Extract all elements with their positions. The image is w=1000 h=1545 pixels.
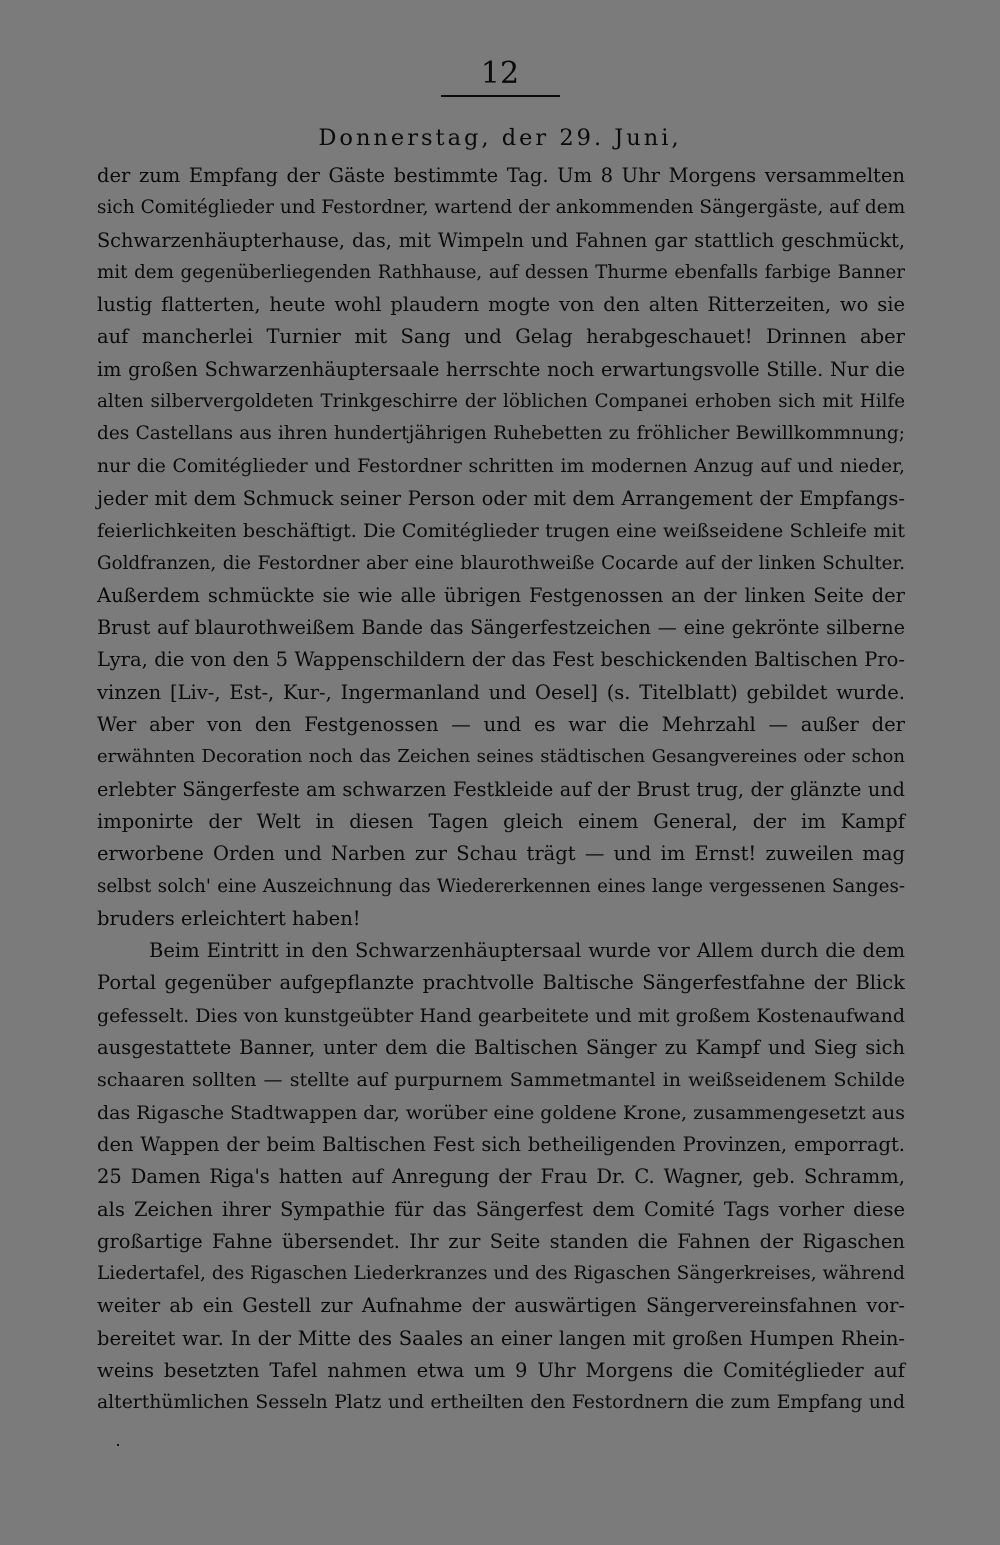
text-line: nur die Comitéglieder und Festordner schritten im modernen Anzug auf und nieder, <box>97 455 905 477</box>
text-line: großartige Fahne übersendet. Ihr zur Seite standen die Fahnen der Rigaschen <box>97 1229 905 1253</box>
text-line: jeder mit dem Schmuck seiner Person oder mit dem Arrangement der Empfangs- <box>97 486 905 510</box>
text-line: Lyra, die von den 5 Wappenschildern der das Fest beschickenden Baltischen Pro- <box>97 648 905 672</box>
text-line: alterthümlichen Sesseln Platz und ertheilten den Festordnern die zum Empfang und <box>97 1392 905 1414</box>
text-line: der zum Empfang der Gäste bestimmte Tag. Um 8 Uhr Morgens versammelten <box>97 164 905 187</box>
text-line: gefesselt. Dies von kunstgeübter Hand gearbeitete und mit großem Kostenaufwand <box>97 1004 905 1027</box>
text-line: alten silbervergoldeten Trinkgeschirre der löblichen Companei erhoben sich mit Hilfe <box>97 391 905 413</box>
text-line: selbst solch' eine Auszeichnung das Wiedererkennen eines lange vergessenen Sanges- <box>97 875 905 897</box>
text-line: des Castellans aus ihren hundertjährigen Ruhebetten zu fröhlicher Bewillkommnung; <box>97 423 905 445</box>
page-number-rule <box>441 95 560 97</box>
text-line: Wer aber von den Festgenossen — und es war die Mehrzahl — außer der <box>97 713 905 737</box>
text-line: den Wappen der beim Baltischen Fest sich betheiligenden Provinzen, emporragt. <box>97 1132 905 1156</box>
text-line: lustig flatterten, heute wohl plaudern mogte von den alten Ritterzeiten, wo sie <box>97 293 905 317</box>
text-line: Außerdem schmückte sie wie alle übrigen Festgenossen an der linken Seite der <box>97 583 905 607</box>
text-line: sich Comitéglieder und Festordner, wartend der ankommenden Sängergäste, auf dem <box>97 197 906 219</box>
text-line: erworbene Orden und Narben zur Schau trägt — und im Ernst! zuweilen mag <box>97 842 905 866</box>
text-line: 25 Damen Riga's hatten auf Anregung der Frau Dr. C. Wagner, geb. Schramm, <box>97 1165 905 1189</box>
text-line: schaaren sollten — stellte auf purpurnem Sammetmantel in weißseidenem Schilde <box>97 1069 905 1092</box>
text-line: das Rigasche Stadtwappen dar, worüber eine goldene Krone, zusammengesetzt aus <box>97 1101 905 1124</box>
text-line: Liedertafel, des Rigaschen Liederkranzes und des Rigaschen Sängerkreises, während <box>97 1263 905 1285</box>
text-line: weiter ab ein Gestell zur Aufnahme der auswärtigen Sängervereinsfahnen vor- <box>97 1294 905 1318</box>
text-line: als Zeichen ihrer Sympathie für das Sängerfest dem Comité Tags vorher diese <box>97 1197 905 1221</box>
text-line: feierlichkeiten beschäftigt. Die Comitéglieder trugen eine weißseidene Schleife mit <box>97 520 905 543</box>
body-text <box>97 160 905 1420</box>
text-line: ausgestattete Banner, unter dem die Baltischen Sänger zu Kampf und Sieg sich <box>97 1036 905 1060</box>
text-line: erlebter Sängerfeste am schwarzen Festkleide auf der Brust trug, der glänzte und <box>97 777 905 801</box>
text-line: Goldfranzen, die Festordner aber eine blaurothweiße Cocarde auf der linken Schulter. <box>97 552 905 574</box>
text-line: im großen Schwarzenhäuptersaale herrschte noch erwartungsvolle Stille. Nur die <box>97 357 905 381</box>
text-line: Schwarzenhäupterhause, das, mit Wimpeln und Fahnen gar stattlich geschmückt, <box>97 228 905 252</box>
text-line: weins besetzten Tafel nahmen etwa um 9 Uhr Morgens die Comitéglieder auf <box>97 1358 905 1382</box>
text-line-paragraph-end: bruders erleichtert haben! <box>97 906 361 930</box>
text-line: auf mancherlei Turnier mit Sang und Gelag herabgeschauet! Drinnen aber <box>97 325 905 349</box>
text-line: erwähnten Decoration noch das Zeichen seines städtischen Gesangvereines oder schon <box>97 746 905 768</box>
page-number: 12 <box>480 56 520 91</box>
text-line: mit dem gegenüberliegenden Rathhause, auf dessen Thurme ebenfalls farbige Banner <box>97 261 905 283</box>
section-heading: Donnerstag, der 29. Juni, <box>318 125 682 151</box>
text-line-paragraph-start: Beim Eintritt in den Schwarzenhäuptersaal wurde vor Allem durch die dem <box>149 939 905 963</box>
print-speck <box>117 1444 119 1446</box>
text-line: bereitet war. In der Mitte des Saales an einer langen mit großen Humpen Rhein- <box>97 1326 905 1350</box>
text-line: imponirte der Welt in diesen Tagen gleich einem General, der im Kampf <box>97 809 905 833</box>
text-line: Brust auf blaurothweißem Bande das Sängerfestzeichen — eine gekrönte silberne <box>97 616 905 640</box>
text-line: vinzen [Liv-, Est-, Kur-, Ingermanland und Oesel] (s. Titelblatt) gebildet wurde. <box>97 680 905 704</box>
text-line: Portal gegenüber aufgepflanzte prachtvolle Baltische Sängerfestfahne der Blick <box>97 971 905 995</box>
